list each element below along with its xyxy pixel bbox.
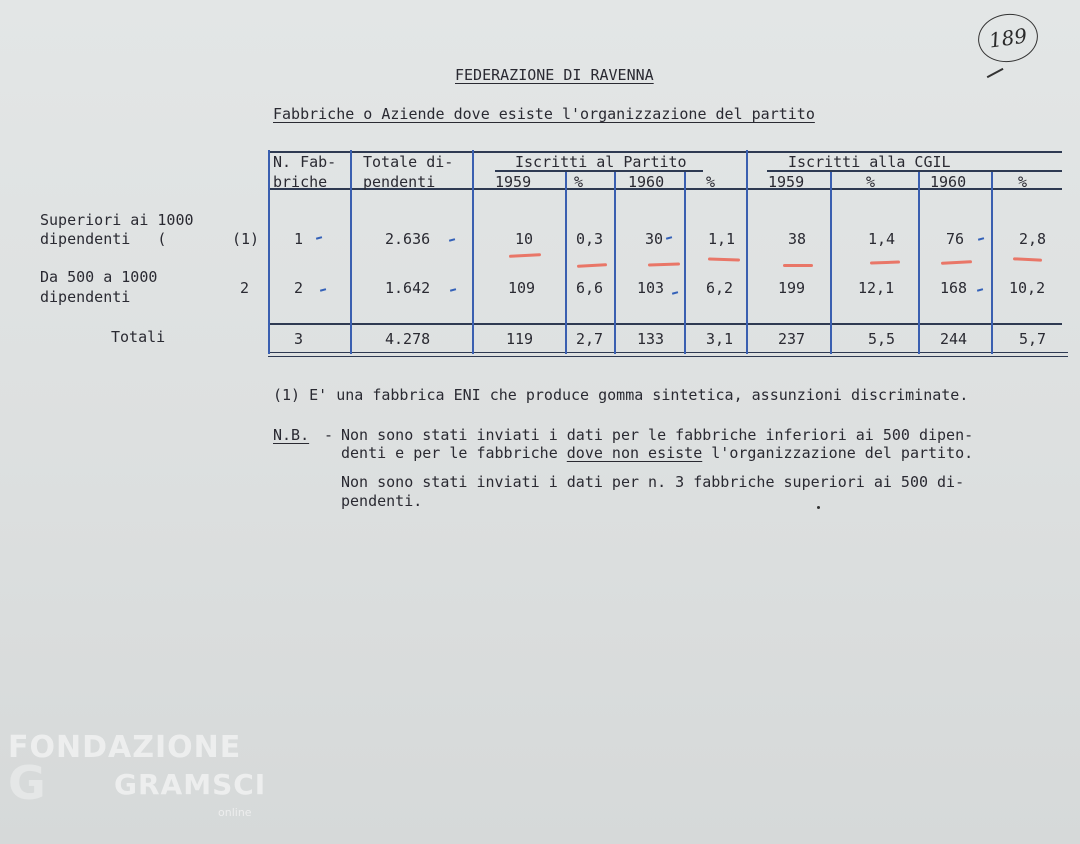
header-p1960-pct: % — [706, 173, 716, 191]
row2-p1960: 103 — [637, 279, 665, 297]
red-pencil-mark — [941, 260, 972, 265]
header-totale-line1: Totale di- — [363, 153, 454, 171]
document-subtitle: Fabbriche o Aziende dove esiste l'organizzazione del partito — [273, 105, 815, 123]
red-pencil-mark — [870, 260, 900, 264]
col-divider-p1959 — [565, 172, 567, 354]
row2-n-fab: 2 — [294, 279, 304, 297]
archive-page-number-stamp — [975, 10, 1041, 66]
header-nfab-line2: briche — [273, 173, 328, 191]
col-divider-p1960 — [684, 172, 686, 354]
row1-n-fab: 1 — [294, 230, 304, 248]
totals-double-rule — [268, 352, 1068, 357]
totals-totale: 4.278 — [385, 330, 431, 348]
row2-label-line1: Da 500 a 1000 — [40, 268, 158, 286]
document-heading: FEDERAZIONE DI RAVENNA — [455, 66, 654, 84]
header-c1960-pct: % — [1018, 173, 1028, 191]
table-left-border — [268, 150, 270, 354]
row2-p1960-pct: 6,2 — [706, 279, 734, 297]
header-c1959: 1959 — [768, 173, 805, 191]
header-totale-line2: pendenti — [363, 173, 436, 191]
red-pencil-mark — [708, 257, 740, 261]
watermark-g-logo: G — [8, 756, 46, 810]
totals-p1959-pct: 2,7 — [576, 330, 604, 348]
row1-c1959-pct: 1,4 — [868, 230, 896, 248]
row1-label-line2: dipendenti ( — [40, 230, 167, 248]
red-pencil-mark — [648, 262, 680, 266]
pen-tick-mark — [450, 288, 456, 291]
nb-line2-pre: denti e per le fabbriche — [341, 444, 567, 462]
row2-c1959-pct: 12,1 — [858, 279, 895, 297]
stamp-slash-mark — [987, 68, 1004, 78]
row1-note-ref: (1) — [232, 230, 260, 248]
totals-p1960: 133 — [637, 330, 665, 348]
totals-top-rule — [268, 323, 1062, 325]
totals-c1959-pct: 5,5 — [868, 330, 896, 348]
row2-c1959: 199 — [778, 279, 806, 297]
row1-c1960: 76 — [946, 230, 965, 248]
nb-dash: - — [324, 426, 334, 444]
nb-line2-post: l'organizzazione del partito. — [702, 444, 974, 462]
pen-tick-mark — [978, 237, 984, 240]
totals-c1960: 244 — [940, 330, 968, 348]
totals-c1959: 237 — [778, 330, 806, 348]
col-divider-c1960 — [991, 172, 993, 354]
row1-label-line1: Superiori ai 1000 — [40, 211, 194, 229]
header-p1959-pct: % — [574, 173, 584, 191]
row2-totale: 1.642 — [385, 279, 431, 297]
pen-tick-mark — [449, 238, 455, 241]
nb-line3: Non sono stati inviati i dati per n. 3 fabbriche superiori ai 500 di- — [341, 473, 965, 491]
row1-p1960: 30 — [645, 230, 664, 248]
row2-c1960-pct: 10,2 — [1009, 279, 1046, 297]
row2-note-ref: 2 — [240, 279, 250, 297]
pen-tick-mark — [666, 236, 672, 239]
nb-line4: pendenti. — [341, 492, 423, 510]
watermark-line2: GRAMSCI — [114, 768, 267, 801]
row1-p1960-pct: 1,1 — [708, 230, 736, 248]
row2-label-line2: dipendenti — [40, 288, 131, 306]
header-nfab-line1: N. Fab- — [273, 153, 337, 171]
header-c1959-pct: % — [866, 173, 876, 191]
pen-tick-mark — [316, 236, 322, 239]
red-pencil-mark — [509, 253, 541, 258]
header-p1959: 1959 — [495, 173, 532, 191]
red-pencil-mark — [783, 264, 813, 267]
pen-tick-mark — [320, 288, 326, 291]
totals-n-fab: 3 — [294, 330, 304, 348]
pen-tick-mark — [977, 288, 983, 291]
header-group-cgil: Iscritti alla CGIL — [788, 153, 951, 171]
col-divider-totale — [472, 150, 474, 354]
row1-totale: 2.636 — [385, 230, 431, 248]
stamp-number: 189 — [987, 23, 1029, 53]
totals-p1959: 119 — [506, 330, 534, 348]
nb-label: N.B. — [273, 426, 310, 444]
watermark-line3: online — [218, 806, 252, 819]
footnote-text: (1) E' una fabbrica ENI che produce gomma sintetica, assunzioni discriminate. — [273, 386, 969, 404]
row1-p1959: 10 — [515, 230, 534, 248]
row1-c1960-pct: 2,8 — [1019, 230, 1047, 248]
row2-c1960: 168 — [940, 279, 968, 297]
nb-line2 — [341, 444, 973, 462]
totals-c1960-pct: 5,7 — [1019, 330, 1047, 348]
red-pencil-mark — [1013, 257, 1042, 262]
header-c1960: 1960 — [930, 173, 967, 191]
header-p1960: 1960 — [628, 173, 665, 191]
pen-tick-mark — [672, 291, 678, 294]
col-divider-c1959pct — [918, 172, 920, 354]
col-divider-partito-cgil — [746, 150, 748, 354]
col-divider-nfab — [350, 150, 352, 354]
row1-p1959-pct: 0,3 — [576, 230, 604, 248]
nb-line2-underlined: dove non esiste — [566, 444, 703, 462]
totals-p1960-pct: 3,1 — [706, 330, 734, 348]
nb-line1: Non sono stati inviati i dati per le fabbriche inferiori ai 500 dipen- — [341, 426, 974, 444]
watermark-line1: FONDAZIONE — [8, 730, 242, 765]
header-group-partito: Iscritti al Partito — [515, 153, 687, 171]
col-divider-c1959 — [830, 172, 832, 354]
col-divider-p1959pct — [614, 172, 616, 354]
ink-dot — [817, 506, 820, 509]
totals-label: Totali — [111, 328, 166, 346]
row2-p1959-pct: 6,6 — [576, 279, 604, 297]
row1-c1959: 38 — [788, 230, 807, 248]
row2-p1959: 109 — [508, 279, 536, 297]
red-pencil-mark — [577, 263, 607, 268]
